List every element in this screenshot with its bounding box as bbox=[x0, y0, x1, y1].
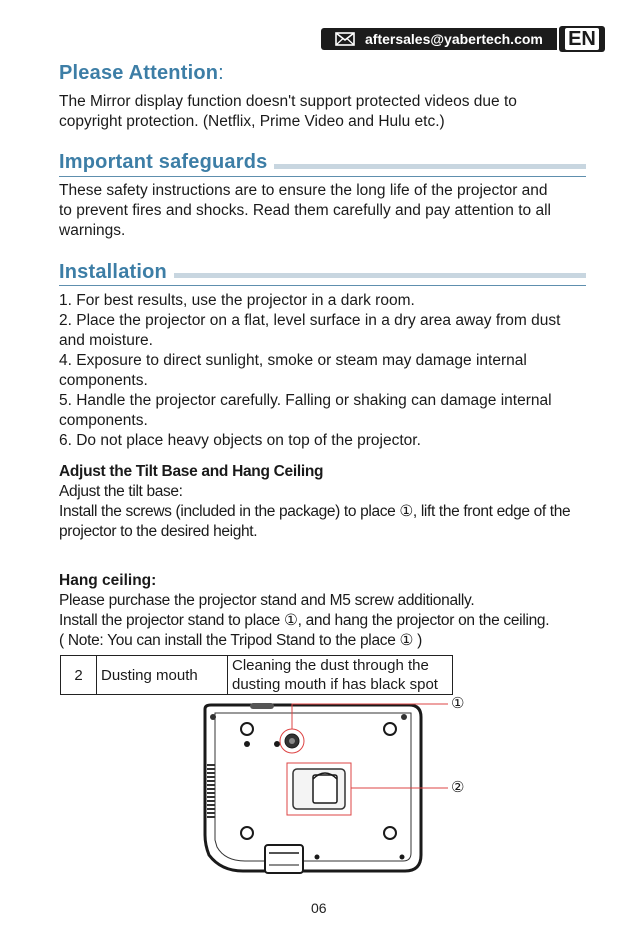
tilt-text: Adjust the tilt base: Install the screws (included in the package) to place ①, lift the front edge of the projector to the desired height. bbox=[59, 483, 571, 540]
contact-email: aftersales@yabertech.com bbox=[365, 31, 543, 47]
hang-text: Please purchase the projector stand and M5 screw additionally. Install the projector stand to place ①, and hang the projector on the ceiling. ( Note: You can install the Tripod Stand to the place ① ) bbox=[59, 592, 550, 649]
attention-heading: Please Attention: bbox=[59, 62, 224, 84]
callout-2-label: ② bbox=[451, 779, 465, 796]
installation-rule bbox=[174, 273, 586, 278]
mail-icon bbox=[335, 32, 355, 46]
installation-underline bbox=[59, 285, 586, 286]
installation-heading: Installation bbox=[59, 261, 167, 283]
installation-list: 1. For best results, use the projector in a dark room. 2. Place the projector on a flat, level surface in a dry area away from dust and moisture. 4. Exposure to direct sunlight, smoke or steam may damage internal components. 5. Handle the projector carefully. Falling or shaking can damage internal components. 6. Do not place heavy objects on top of the projector. bbox=[59, 292, 561, 449]
projector-bottom-diagram bbox=[195, 695, 475, 885]
page-number: 06 bbox=[311, 900, 327, 916]
table-cell-name: Dusting mouth bbox=[97, 656, 228, 695]
language-code: EN bbox=[565, 28, 599, 50]
table-row bbox=[61, 656, 453, 695]
tilt-heading: Adjust the Tilt Base and Hang Ceiling bbox=[59, 463, 324, 480]
dusting-table bbox=[60, 655, 453, 695]
table-cell-number: 2 bbox=[61, 656, 97, 695]
safeguards-text: These safety instructions are to ensure the long life of the projector and to prevent fires and shocks. Read them carefully and pay attention to all warnings. bbox=[59, 182, 551, 239]
table-cell-description: Cleaning the dust through the dusting mouth if has black spot bbox=[228, 656, 453, 695]
safeguards-underline bbox=[59, 176, 586, 177]
callout-1-label: ① bbox=[451, 695, 465, 712]
attention-text: The Mirror display function doesn't support protected videos due to copyright protection. (Netflix, Prime Video and Hulu etc.) bbox=[59, 93, 517, 130]
language-badge bbox=[559, 26, 605, 52]
contact-email-bar bbox=[321, 28, 557, 50]
hang-heading: Hang ceiling: bbox=[59, 572, 157, 589]
safeguards-rule bbox=[274, 164, 586, 169]
safeguards-heading: Important safeguards bbox=[59, 151, 268, 173]
